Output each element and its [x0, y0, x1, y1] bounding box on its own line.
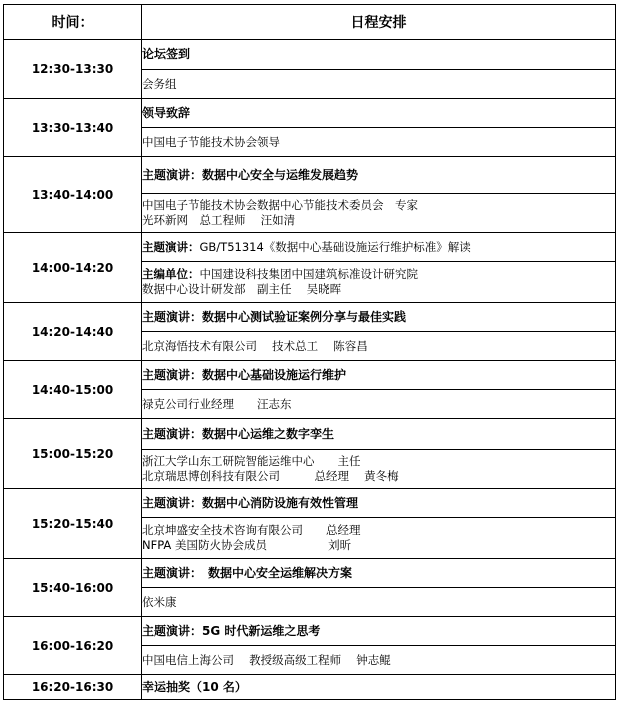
schedule-row	[4, 303, 616, 332]
session-title	[142, 233, 616, 262]
session-title: 主题演讲：数据中心安全与运维发展趋势	[142, 157, 616, 194]
schedule-row	[4, 419, 616, 450]
session-title: 领导致辞	[142, 99, 616, 128]
time-slot: 12:30-13:30	[4, 40, 142, 99]
time-slot: 14:20-14:40	[4, 303, 142, 361]
speaker-line: 北京坤盛安全技术咨询有限公司 总经理	[142, 523, 361, 537]
session-title-text: GB/T51314《数据中心基础设施运行维护标准》解读	[199, 239, 471, 254]
schedule-row	[4, 40, 616, 70]
session-title: 主题演讲：数据中心基础设施运行维护	[142, 361, 616, 390]
session-speaker	[142, 518, 616, 559]
session-title: 论坛签到	[142, 40, 616, 70]
session-title: 主题演讲：数据中心测试验证案例分享与最佳实践	[142, 303, 616, 332]
schedule-row	[4, 99, 616, 128]
schedule-row	[4, 559, 616, 588]
session-title: 幸运抽奖（10 名）	[142, 675, 616, 700]
schedule-row	[4, 617, 616, 646]
schedule-row	[4, 489, 616, 518]
time-slot: 15:00-15:20	[4, 419, 142, 489]
time-slot: 14:40-15:00	[4, 361, 142, 419]
schedule-table	[3, 4, 616, 700]
time-slot: 15:20-15:40	[4, 489, 142, 559]
session-title: 主题演讲：数据中心运维之数字孪生	[142, 419, 616, 450]
session-title: 主题演讲：5G 时代新运维之思考	[142, 617, 616, 646]
header-row	[4, 5, 616, 40]
speaker-line: 北京瑞思博创科技有限公司 总经理 黄冬梅	[142, 469, 399, 483]
editor-label: 主编单位：	[142, 267, 200, 281]
time-slot: 16:00-16:20	[4, 617, 142, 675]
session-title-label: 主题演讲：	[142, 239, 200, 254]
schedule-row	[4, 233, 616, 262]
speaker-line: NFPA 美国防火协会成员 刘昕	[142, 538, 352, 552]
session-speaker	[142, 450, 616, 489]
schedule-row	[4, 361, 616, 390]
session-speaker	[142, 332, 616, 361]
speaker-line: 中国电信上海公司 教授级高级工程师 钟志鲲	[142, 652, 391, 667]
speaker-line: 会务组	[142, 76, 177, 91]
speaker-line: 依米康	[142, 594, 177, 609]
time-slot: 13:30-13:40	[4, 99, 142, 157]
program-column-header: 日程安排	[142, 5, 616, 40]
time-slot: 16:20-16:30	[4, 675, 142, 700]
session-speaker	[142, 390, 616, 419]
session-title: 主题演讲：数据中心消防设施有效性管理	[142, 489, 616, 518]
session-speaker	[142, 70, 616, 99]
speaker-line: 光环新网 总工程师 汪如清	[142, 213, 296, 227]
speaker-line: 禄克公司行业经理 汪志东	[142, 396, 292, 411]
time-slot: 15:40-16:00	[4, 559, 142, 617]
time-slot: 14:00-14:20	[4, 233, 142, 303]
session-speaker	[142, 588, 616, 617]
speaker-line: 北京海悟技术有限公司 技术总工 陈容昌	[142, 338, 368, 353]
session-speaker	[142, 262, 616, 303]
schedule-row	[4, 157, 616, 194]
time-column-header: 时间：	[4, 5, 142, 40]
session-title: 主题演讲： 数据中心安全运维解决方案	[142, 559, 616, 588]
speaker-line: 中国电子节能技术协会数据中心节能技术委员会 专家	[142, 198, 418, 212]
speaker-line: 数据中心设计研发部 副主任 吴晓晖	[142, 282, 342, 296]
session-speaker	[142, 646, 616, 675]
session-speaker	[142, 194, 616, 233]
speaker-line: 浙江大学山东工研院智能运维中心 主任	[142, 454, 361, 468]
session-speaker	[142, 128, 616, 157]
time-slot: 13:40-14:00	[4, 157, 142, 233]
schedule-row	[4, 675, 616, 700]
speaker-line: 中国电子节能技术协会领导	[142, 134, 280, 149]
editor-org: 中国建设科技集团中国建筑标准设计研究院	[199, 267, 418, 281]
